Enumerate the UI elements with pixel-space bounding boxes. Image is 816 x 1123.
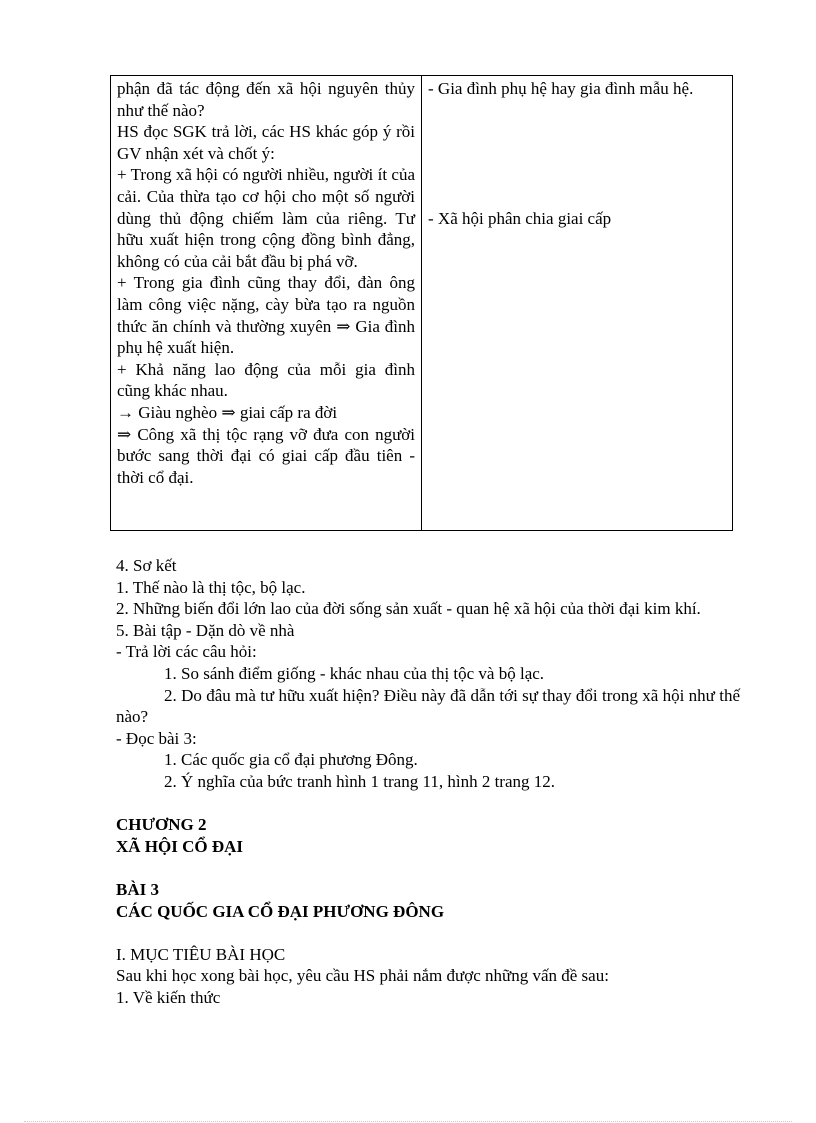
list-item: 2. Do đâu mà tư hữu xuất hiện? Điều này đã dẫn tới sự thay đổi trong xã hội như thế nào?	[116, 685, 740, 727]
list-item: 1. So sánh điểm giống - khác nhau của thị tộc và bộ lạc.	[164, 663, 545, 683]
table-text: - Xã hội phân chia giai cấp	[428, 208, 612, 228]
activity-cell	[111, 76, 422, 531]
document-body	[116, 555, 740, 1008]
paragraph: Sau khi học xong bài học, yêu cầu HS phải nắm được những vấn đề sau:	[116, 966, 609, 986]
lesson-title: CÁC QUỐC GIA CỔ ĐẠI PHƯƠNG ĐÔNG	[116, 901, 445, 921]
lesson-table	[110, 75, 733, 531]
paragraph: 1. Thế nào là thị tộc, bộ lạc.	[116, 577, 306, 597]
table-text: ⇒ Công xã thị tộc rạng vỡ đưa con người bước sang thời đại có giai cấp đầu tiên - thời cổ đại.	[117, 424, 415, 487]
chapter-title: XÃ HỘI CỔ ĐẠI	[116, 836, 244, 856]
paragraph: 1. Về kiến thức	[116, 987, 221, 1007]
table-text: - Gia đình phụ hệ hay gia đình mẫu hệ.	[428, 79, 694, 98]
table-text: → Giàu nghèo ⇒ giai cấp ra đời	[117, 402, 338, 422]
table-text: + Trong gia đình cũng thay đổi, đàn ông làm công việc nặng, cày bừa tạo ra nguồn thức ăn chính và thường xuyên ⇒ Gia đình phụ hệ xuất hiện.	[117, 273, 415, 358]
paragraph: - Đọc bài 3:	[116, 728, 197, 748]
chapter-heading: CHƯƠNG 2	[116, 815, 207, 835]
list-item: 1. Các quốc gia cổ đại phương Đông.	[164, 750, 418, 770]
list-item: 2. Ý nghĩa của bức tranh hình 1 trang 11, hình 2 trang 12.	[164, 771, 555, 791]
table-text: phận đã tác động đến xã hội nguyên thủy như thế nào?	[117, 79, 415, 120]
section-heading: 5. Bài tập - Dặn dò về nhà	[116, 620, 295, 640]
paragraph: - Trả lời các câu hỏi:	[116, 642, 257, 662]
section-heading: I. MỤC TIÊU BÀI HỌC	[116, 944, 286, 964]
spacer	[116, 857, 740, 879]
page-bottom-rule	[24, 1121, 792, 1122]
spacer	[116, 793, 740, 815]
paragraph: 2. Những biến đổi lớn lao của đời sống sản xuất - quan hệ xã hội của thời đại kim khí.	[116, 599, 701, 619]
table-text: + Trong xã hội có người nhiều, người ít của cải. Của thừa tạo cơ hội cho một số người dùng thủ động chiếm làm của riêng. Tư hữu xuất hiện trong cộng đồng bình đẳng, không có của cải bắt đầu bị phá vỡ.	[117, 165, 415, 271]
spacer	[116, 922, 740, 944]
lesson-heading: BÀI 3	[116, 879, 159, 899]
cell-gap	[428, 100, 726, 208]
table-text: HS đọc SGK trả lời, các HS khác góp ý rồi GV nhận xét và chốt ý:	[117, 122, 415, 163]
section-heading: 4. Sơ kết	[116, 556, 177, 575]
table-row	[111, 76, 733, 531]
table-text: + Khả năng lao động của mỗi gia đình cũng khác nhau.	[117, 359, 415, 401]
content-cell	[422, 76, 733, 531]
